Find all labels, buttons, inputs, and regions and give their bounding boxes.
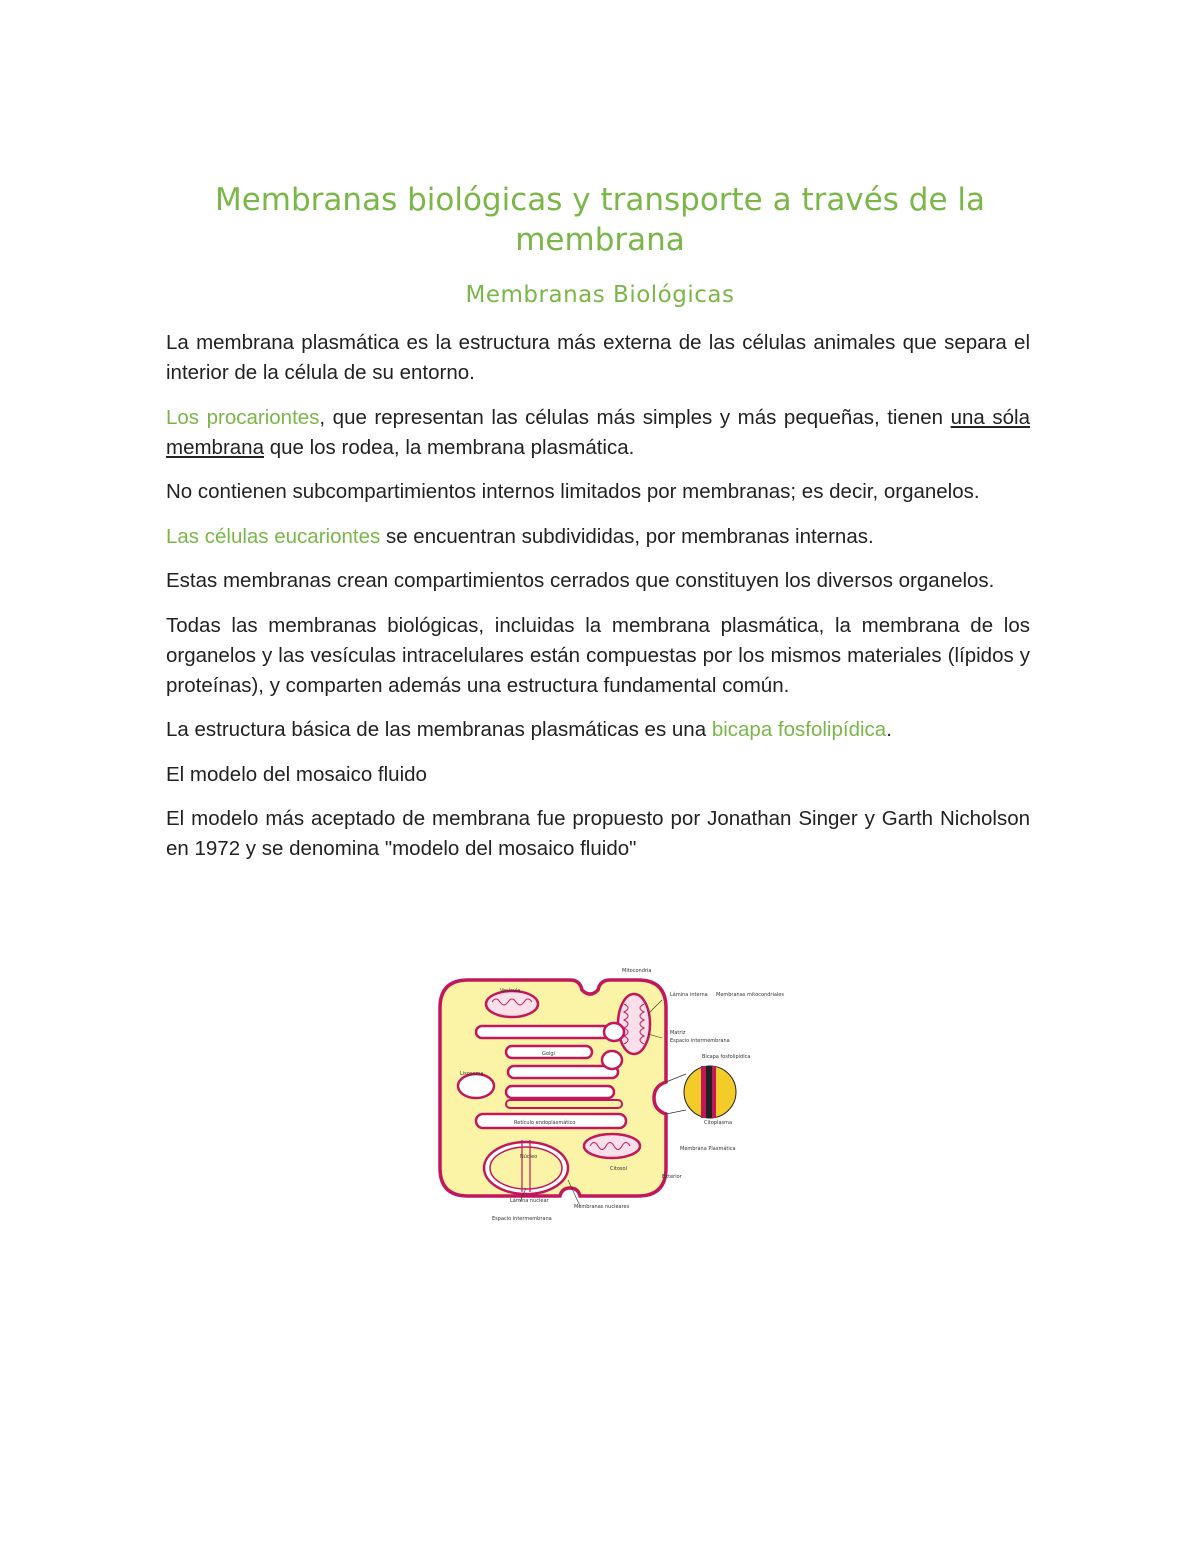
paragraph-6: Todas las membranas biológicas, incluidas la membrana plasmática, la membrana de los organelos y las vesículas intracelulares están compuestas por los mismos materiales (lípidos y proteínas), y comparten además una estructura fundamental común. (166, 613, 1030, 697)
paragraph-2-text-b: que los rodea, la membrana plasmática. (264, 435, 635, 459)
paragraph-7 (166, 715, 1030, 745)
mitochondrion-top (618, 994, 650, 1054)
label-mitocondria: Mitocondria (622, 968, 652, 974)
paragraph-9: El modelo más aceptado de membrana fue propuesto por Jonathan Singer y Garth Nicholson en 1972 y se denomina "modelo del mosaico fluido" (166, 807, 1030, 860)
label-exterior: Exterior (662, 1174, 682, 1180)
label-bicapa: Bicapa fosfolipídica (702, 1054, 751, 1060)
mitochondrion-bottom (584, 1134, 640, 1158)
cell-membrane-diagram (430, 962, 784, 1228)
paragraph-7-text: La estructura básica de las membranas plasmáticas es una (166, 718, 712, 741)
endoplasmic-reticulum (506, 1100, 622, 1108)
document-body (166, 328, 1030, 879)
label-lamina-interna: Lámina interna (670, 992, 708, 998)
paragraph-3: No contienen subcompartimientos internos limitados por membranas; es decir, organelos. (166, 480, 980, 503)
label-golgi: Golgi (542, 1051, 555, 1057)
document-title: Membranas biológicas y transporte a través de la membrana (214, 182, 985, 258)
golgi-stack (476, 1026, 610, 1038)
underlined-text: una sóla membrana (166, 405, 1030, 459)
paragraph-2 (166, 403, 1030, 463)
lysosome (458, 1074, 494, 1098)
label-lamina-nuclear: Lámina nuclear (510, 1198, 549, 1204)
paragraph-7-end: . (886, 718, 892, 741)
label-membrana-plasmatica: Membrana Plasmática (680, 1146, 736, 1152)
label-espacio-inter: Espacio intermembrana (670, 1038, 730, 1044)
label-reticulo: Retículo endoplasmático (514, 1120, 576, 1126)
label-citosol: Citosol (610, 1166, 627, 1172)
paragraph-2-text-a: , que representan las células más simples y más pequeñas, tienen (319, 405, 951, 429)
paragraph-5: Estas membranas crean compartimientos cerrados que constituyen los diversos organelos. (166, 569, 995, 592)
paragraph-1: La membrana plasmática es la estructura más externa de las células animales que separa el interior de la célula de su entorno. (166, 331, 1030, 384)
label-espacio-inter-nuc: Espacio intermembrana (492, 1216, 552, 1222)
label-membranas-mito: Membranas mitocondriales (716, 992, 784, 998)
label-matriz: Matriz (670, 1030, 686, 1036)
label-membranas-nucleares: Membranas nucleares (574, 1204, 630, 1210)
paragraph-8: El modelo del mosaico fluido (166, 762, 427, 786)
label-vesicula: Vesícula (500, 988, 521, 994)
label-citoplasma: Citoplasma (704, 1120, 733, 1126)
paragraph-4-text: se encuentran subdivididas, por membranas internas. (380, 524, 874, 548)
section-heading: Membranas Biológicas (465, 282, 735, 308)
vesicle (486, 991, 538, 1017)
highlight-bicapa: bicapa fosfolipídica (711, 718, 887, 741)
label-nucleo: Núcleo (520, 1154, 538, 1160)
highlight-procariontes: Los procariontes (166, 405, 320, 429)
label-lisosoma: Lisosoma (460, 1071, 484, 1077)
paragraph-4 (166, 522, 1030, 552)
highlight-eucariontes: Las células eucariontes (166, 524, 381, 548)
